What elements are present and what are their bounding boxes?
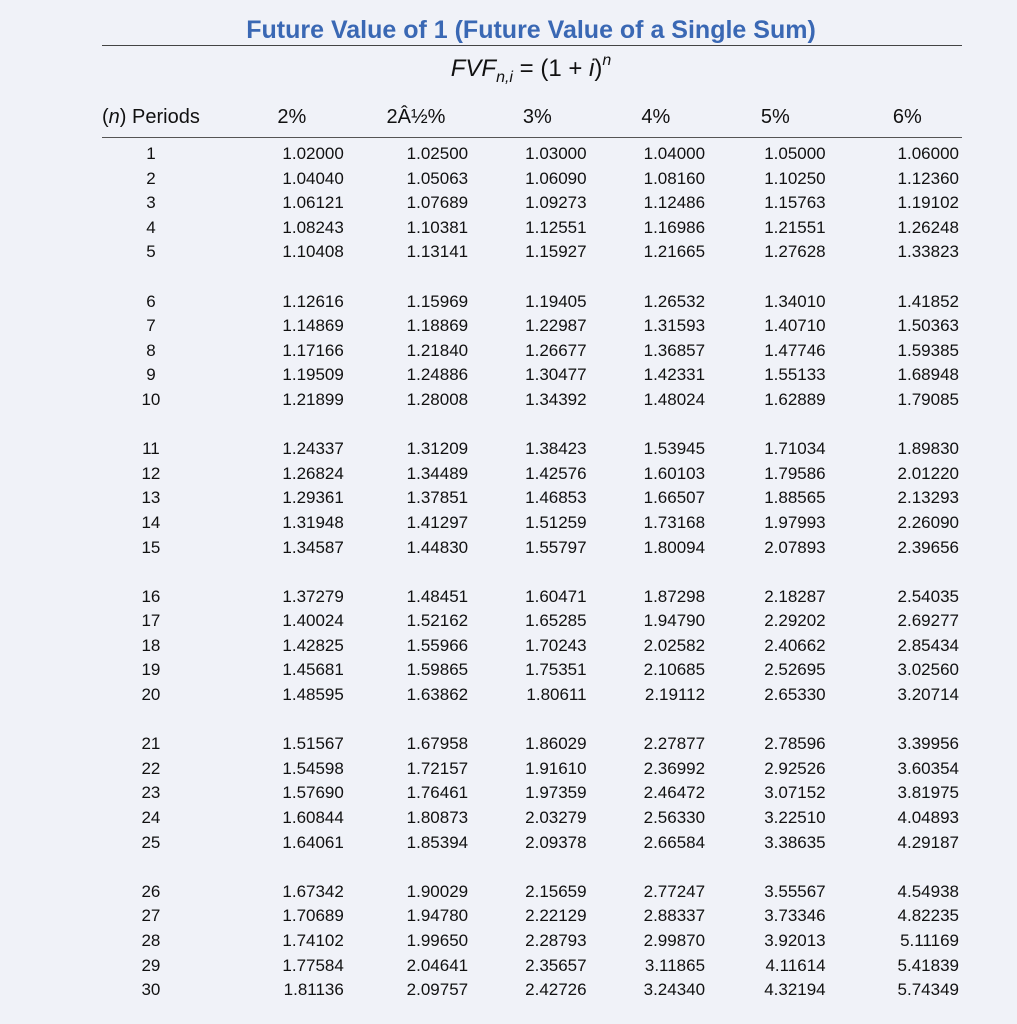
table-row <box>102 658 962 683</box>
value-cell: 1.31593 <box>643 316 706 336</box>
table-row <box>102 511 962 536</box>
header-rate-col-5: 5% <box>705 100 826 138</box>
period-cell: 9 <box>146 365 156 385</box>
value-cell: 1.17166 <box>282 340 344 360</box>
table-row <box>102 585 962 610</box>
table-row <box>102 904 962 929</box>
value-cell: 1.52162 <box>406 611 469 631</box>
table-row <box>102 683 962 708</box>
period-cell: 7 <box>146 316 156 336</box>
value-cell: 2.13293 <box>897 488 959 508</box>
value-cell: 1.42576 <box>525 463 587 483</box>
value-cell: 1.70243 <box>525 635 587 655</box>
value-cell: 2.26090 <box>897 512 959 532</box>
value-cell: 4.11614 <box>765 955 826 975</box>
header-rate-col-1: 2% <box>200 100 344 138</box>
period-cell: 11 <box>142 439 160 459</box>
value-cell: 1.15969 <box>406 291 469 311</box>
value-cell: 1.46853 <box>525 488 587 508</box>
value-cell: 1.10381 <box>406 217 469 237</box>
value-cell: 3.20714 <box>897 685 959 705</box>
table-row <box>102 240 962 265</box>
value-cell: 2.29202 <box>764 611 826 631</box>
spacer-cell <box>102 265 962 290</box>
value-cell: 2.99870 <box>643 931 706 950</box>
table-row <box>102 363 962 388</box>
value-cell: 1.48451 <box>406 586 469 606</box>
header-periods-label: Periods <box>126 106 200 128</box>
value-cell: 1.80094 <box>643 537 706 557</box>
period-cell: 4 <box>146 217 156 237</box>
value-cell: 1.63862 <box>406 685 469 705</box>
value-cell: 3.55567 <box>764 881 826 901</box>
value-cell: 1.80611 <box>526 685 587 705</box>
value-cell: 1.37279 <box>282 586 344 606</box>
period-cell: 6 <box>146 291 156 311</box>
value-cell: 2.27877 <box>643 734 706 754</box>
value-cell: 1.06121 <box>282 193 344 213</box>
table-row <box>102 757 962 782</box>
value-cell: 2.52695 <box>764 660 826 680</box>
value-cell: 1.22987 <box>525 316 587 336</box>
value-cell: 2.01220 <box>897 463 959 483</box>
value-cell: 1.73168 <box>643 512 706 532</box>
formula <box>0 54 1017 87</box>
value-cell: 1.31948 <box>282 512 344 532</box>
value-cell: 1.64061 <box>282 832 344 852</box>
value-cell: 1.51567 <box>282 734 344 754</box>
value-cell: 1.88565 <box>764 488 826 508</box>
value-cell: 1.94780 <box>406 906 469 926</box>
table-row <box>102 732 962 757</box>
period-cell: 30 <box>141 980 161 1000</box>
value-cell: 1.59865 <box>406 660 469 680</box>
table-body <box>102 138 962 1003</box>
period-cell: 2 <box>146 168 156 188</box>
period-cell: 12 <box>141 463 161 483</box>
value-cell: 3.81975 <box>897 783 959 803</box>
table-row <box>102 634 962 659</box>
value-cell: 1.60103 <box>643 463 706 483</box>
value-cell: 2.10685 <box>643 660 706 680</box>
value-cell: 1.08160 <box>643 168 706 188</box>
value-cell: 1.06090 <box>525 168 587 188</box>
period-cell: 13 <box>141 488 161 508</box>
value-cell: 2.15659 <box>525 881 587 901</box>
value-cell: 1.87298 <box>643 586 706 606</box>
value-cell: 3.22510 <box>764 808 826 828</box>
value-cell: 1.55797 <box>525 537 587 557</box>
value-cell: 2.40662 <box>764 635 826 655</box>
value-cell: 1.24337 <box>282 439 344 459</box>
value-cell: 1.51259 <box>525 512 587 532</box>
header-row <box>102 100 962 138</box>
value-cell: 1.86029 <box>525 734 587 754</box>
value-cell: 1.48595 <box>282 685 344 705</box>
value-cell: 2.46472 <box>643 783 706 803</box>
value-cell: 1.79085 <box>897 389 959 409</box>
value-cell: 1.15927 <box>525 242 587 262</box>
value-cell: 1.55133 <box>764 365 826 385</box>
table-row <box>102 486 962 511</box>
value-cell: 1.79586 <box>764 463 826 483</box>
value-cell: 2.35657 <box>525 955 587 975</box>
value-cell: 2.04641 <box>406 955 469 975</box>
value-cell: 1.70689 <box>282 906 344 926</box>
value-cell: 2.22129 <box>525 906 587 926</box>
value-cell: 1.34010 <box>764 291 826 311</box>
value-cell: 1.24886 <box>406 365 469 385</box>
value-cell: 2.54035 <box>897 586 959 606</box>
value-cell: 3.92013 <box>764 931 826 950</box>
value-cell: 1.07689 <box>406 193 469 213</box>
value-cell: 3.02560 <box>897 660 959 680</box>
value-cell: 2.28793 <box>525 931 587 950</box>
value-cell: 1.19102 <box>897 193 959 213</box>
value-cell: 1.89830 <box>897 439 959 459</box>
value-cell: 1.50363 <box>897 316 959 336</box>
value-cell: 2.69277 <box>897 611 959 631</box>
value-cell: 1.27628 <box>764 242 826 262</box>
table-row <box>102 954 962 979</box>
value-cell: 1.21665 <box>643 242 706 262</box>
period-cell: 5 <box>146 242 156 262</box>
spacer-cell <box>102 855 962 880</box>
value-cell: 2.18287 <box>764 586 826 606</box>
table-row <box>102 437 962 462</box>
table-row <box>102 339 962 364</box>
table-row <box>102 978 962 1003</box>
spacer-cell <box>102 708 962 733</box>
value-cell: 1.02000 <box>282 144 344 163</box>
value-cell: 1.66507 <box>643 488 706 508</box>
value-cell: 1.68948 <box>897 365 959 385</box>
value-cell: 1.36857 <box>643 340 706 360</box>
value-cell: 1.65285 <box>525 611 587 631</box>
period-cell: 14 <box>141 512 161 532</box>
title-divider <box>102 45 962 46</box>
group-spacer <box>102 560 962 585</box>
period-cell: 23 <box>141 783 161 803</box>
value-cell: 1.12551 <box>525 217 587 237</box>
value-cell: 1.33823 <box>897 242 959 262</box>
period-cell: 8 <box>146 340 156 360</box>
value-cell: 1.16986 <box>643 217 706 237</box>
value-cell: 3.39956 <box>897 734 959 754</box>
value-cell: 1.67958 <box>406 734 469 754</box>
value-cell: 1.85394 <box>406 832 469 852</box>
value-cell: 1.12360 <box>897 168 959 188</box>
value-cell: 1.42825 <box>282 635 344 655</box>
value-cell: 2.77247 <box>643 881 706 901</box>
value-cell: 1.40710 <box>764 316 826 336</box>
value-cell: 2.03279 <box>525 808 587 828</box>
value-cell: 2.66584 <box>643 832 706 852</box>
value-cell: 1.76461 <box>406 783 469 803</box>
value-cell: 1.59385 <box>897 340 959 360</box>
value-cell: 1.04000 <box>643 144 706 163</box>
formula-exponent: n <box>602 52 612 69</box>
value-cell: 4.82235 <box>897 906 959 926</box>
period-cell: 3 <box>146 193 156 213</box>
value-cell: 1.37851 <box>406 488 469 508</box>
value-cell: 1.57690 <box>282 783 344 803</box>
value-cell: 5.11169 <box>900 931 959 950</box>
value-cell: 1.12486 <box>643 193 706 213</box>
value-cell: 1.42331 <box>643 365 706 385</box>
value-cell: 1.99650 <box>406 931 469 950</box>
value-cell: 1.19509 <box>282 365 344 385</box>
value-cell: 1.26824 <box>282 463 344 483</box>
period-cell: 17 <box>141 611 161 631</box>
value-cell: 1.21840 <box>406 340 469 360</box>
period-cell: 21 <box>141 734 161 754</box>
value-cell: 1.38423 <box>525 439 587 459</box>
value-cell: 1.18869 <box>406 316 469 336</box>
period-cell: 10 <box>141 389 161 409</box>
value-cell: 1.80873 <box>406 808 469 828</box>
value-cell: 4.04893 <box>897 808 959 828</box>
value-cell: 1.44830 <box>406 537 469 557</box>
value-cell: 1.34489 <box>406 463 469 483</box>
value-cell: 1.97359 <box>525 783 587 803</box>
period-cell: 20 <box>141 685 161 705</box>
header-periods: (n) Periods <box>102 100 200 138</box>
value-cell: 1.41297 <box>406 512 469 532</box>
value-cell: 3.24340 <box>643 980 706 1000</box>
value-cell: 2.19112 <box>644 685 706 705</box>
value-cell: 1.26248 <box>897 217 959 237</box>
value-cell: 1.94790 <box>643 611 706 631</box>
value-cell: 5.41839 <box>897 955 959 975</box>
table-row <box>102 831 962 856</box>
period-cell: 16 <box>141 586 161 606</box>
value-cell: 1.21899 <box>282 389 344 409</box>
value-cell: 2.36992 <box>643 758 706 778</box>
value-cell: 1.71034 <box>764 439 826 459</box>
value-cell: 1.12616 <box>282 291 344 311</box>
formula-close: ) <box>594 55 603 82</box>
value-cell: 1.29361 <box>282 488 344 508</box>
value-cell: 1.74102 <box>282 931 344 950</box>
value-cell: 1.31209 <box>406 439 469 459</box>
value-cell: 1.75351 <box>525 660 587 680</box>
value-cell: 1.48024 <box>643 389 706 409</box>
table-row <box>102 536 962 561</box>
value-cell: 1.06000 <box>897 144 959 163</box>
value-cell: 1.60471 <box>525 586 587 606</box>
value-cell: 2.09757 <box>406 980 469 1000</box>
value-cell: 2.09378 <box>525 832 587 852</box>
table-row <box>102 462 962 487</box>
value-cell: 3.73346 <box>764 906 826 926</box>
formula-lhs: FVF <box>450 55 497 82</box>
table-row <box>102 191 962 216</box>
table-row <box>102 314 962 339</box>
value-cell: 1.08243 <box>282 217 344 237</box>
value-cell: 1.54598 <box>282 758 344 778</box>
value-cell: 1.41852 <box>897 291 959 311</box>
table-row <box>102 167 962 192</box>
value-cell: 1.40024 <box>282 611 344 631</box>
value-cell: 1.05063 <box>406 168 469 188</box>
formula-mid: = (1 + <box>512 55 590 82</box>
value-cell: 1.53945 <box>643 439 706 459</box>
value-cell: 1.26532 <box>643 291 706 311</box>
header-rate-col-2: 2Â½% <box>344 100 468 138</box>
value-cell: 1.19405 <box>525 291 587 311</box>
value-cell: 2.39656 <box>897 537 959 557</box>
formula-rate: i <box>589 55 595 82</box>
value-cell: 2.42726 <box>525 980 587 1000</box>
value-cell: 3.11865 <box>644 955 706 975</box>
value-cell: 1.03000 <box>525 144 587 163</box>
value-cell: 1.10250 <box>764 168 826 188</box>
table-row <box>102 806 962 831</box>
group-spacer <box>102 708 962 733</box>
value-cell: 5.74349 <box>897 980 959 1000</box>
value-cell: 1.91610 <box>525 758 587 778</box>
value-cell: 1.05000 <box>764 144 826 163</box>
value-cell: 2.07893 <box>764 537 826 557</box>
period-cell: 18 <box>141 635 161 655</box>
value-cell: 2.88337 <box>643 906 706 926</box>
value-cell: 1.34392 <box>525 389 587 409</box>
period-cell: 19 <box>141 660 161 680</box>
value-cell: 1.02500 <box>406 144 469 163</box>
value-cell: 1.30477 <box>525 365 587 385</box>
value-cell: 2.92526 <box>764 758 826 778</box>
value-cell: 2.78596 <box>764 734 826 754</box>
header-rate-col-4: 4% <box>587 100 705 138</box>
table-row <box>102 290 962 315</box>
value-cell: 3.38635 <box>764 832 826 852</box>
period-cell: 26 <box>141 881 161 901</box>
table-row <box>102 929 962 954</box>
group-spacer <box>102 855 962 880</box>
value-cell: 1.28008 <box>406 389 469 409</box>
value-cell: 1.04040 <box>282 168 344 188</box>
value-cell: 1.47746 <box>764 340 826 360</box>
value-cell: 1.45681 <box>282 660 344 680</box>
value-cell: 1.14869 <box>282 316 344 336</box>
table-row <box>102 216 962 241</box>
period-cell: 22 <box>141 758 161 778</box>
value-cell: 1.13141 <box>406 242 469 262</box>
value-cell: 2.02582 <box>643 635 706 655</box>
group-spacer <box>102 265 962 290</box>
value-cell: 2.85434 <box>897 635 959 655</box>
value-cell: 1.81136 <box>283 980 344 1000</box>
value-cell: 1.10408 <box>282 242 344 262</box>
table-row <box>102 138 962 167</box>
future-value-table <box>102 100 962 1003</box>
value-cell: 3.07152 <box>764 783 826 803</box>
table-row <box>102 388 962 413</box>
formula-subscript: n,i <box>496 68 513 86</box>
value-cell: 3.60354 <box>897 758 959 778</box>
period-cell: 29 <box>141 955 161 975</box>
table-row <box>102 781 962 806</box>
page-title: Future Value of 1 (Future Value of a Single Sum) <box>246 16 816 44</box>
value-cell: 1.90029 <box>406 881 469 901</box>
value-cell: 4.54938 <box>897 881 959 901</box>
value-cell: 1.77584 <box>282 955 344 975</box>
value-cell: 1.26677 <box>525 340 587 360</box>
value-cell: 1.09273 <box>525 193 587 213</box>
value-cell: 1.72157 <box>406 758 469 778</box>
value-cell: 4.32194 <box>764 980 826 1000</box>
period-cell: 28 <box>141 931 161 950</box>
table-row <box>102 880 962 905</box>
value-cell: 1.97993 <box>764 512 826 532</box>
header-rate-col-3: 3% <box>468 100 586 138</box>
period-cell: 24 <box>141 808 161 828</box>
period-cell: 15 <box>141 537 161 557</box>
period-cell: 1 <box>146 144 156 163</box>
value-cell: 2.65330 <box>764 685 826 705</box>
value-cell: 1.55966 <box>406 635 469 655</box>
value-cell: 1.60844 <box>282 808 344 828</box>
value-cell: 4.29187 <box>897 832 959 852</box>
value-cell: 1.62889 <box>764 389 826 409</box>
period-cell: 25 <box>141 832 161 852</box>
value-cell: 1.67342 <box>282 881 344 901</box>
value-cell: 1.21551 <box>764 217 826 237</box>
group-spacer <box>102 413 962 438</box>
table-row <box>102 609 962 634</box>
spacer-cell <box>102 413 962 438</box>
value-cell: 1.34587 <box>282 537 344 557</box>
spacer-cell <box>102 560 962 585</box>
period-cell: 27 <box>141 906 161 926</box>
value-cell: 2.56330 <box>643 808 706 828</box>
value-cell: 1.15763 <box>764 193 826 213</box>
header-n: n <box>108 106 120 128</box>
header-rate-col-6: 6% <box>826 100 962 138</box>
